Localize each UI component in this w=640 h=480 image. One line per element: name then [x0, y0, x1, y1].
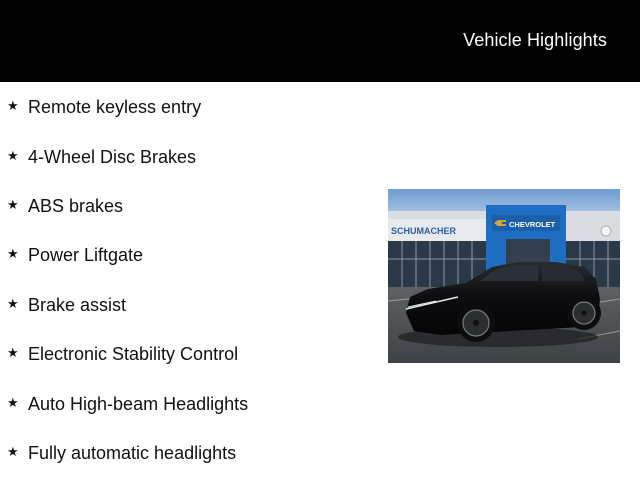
- feature-item: [7, 441, 236, 465]
- feature-item: [7, 392, 248, 416]
- feature-item: [7, 145, 196, 169]
- feature-item: [7, 243, 143, 267]
- feature-item: [7, 293, 126, 317]
- dealer-sign: SCHUMACHER: [391, 226, 456, 236]
- feature-label: ABS brakes: [28, 195, 124, 216]
- feature-item: [7, 194, 123, 218]
- star-icon: ★: [7, 98, 19, 114]
- star-icon: ★: [7, 148, 19, 164]
- dealership-scene: [388, 189, 620, 363]
- feature-item: [7, 95, 201, 119]
- brand-sign: CHEVROLET: [509, 220, 556, 229]
- page-title: Vehicle Highlights: [463, 30, 607, 50]
- feature-item: [7, 342, 238, 366]
- feature-label: Electronic Stability Control: [28, 343, 239, 364]
- feature-label: Remote keyless entry: [28, 96, 202, 117]
- star-icon: ★: [7, 444, 19, 460]
- star-icon: ★: [7, 395, 19, 411]
- feature-label: 4-Wheel Disc Brakes: [28, 146, 197, 167]
- feature-label: Auto High-beam Headlights: [28, 393, 249, 414]
- feature-label: Brake assist: [28, 294, 127, 315]
- star-icon: ★: [7, 197, 19, 213]
- star-icon: ★: [7, 345, 19, 361]
- star-icon: ★: [7, 246, 19, 262]
- star-icon: ★: [7, 296, 19, 312]
- feature-label: Power Liftgate: [28, 244, 144, 265]
- feature-label: Fully automatic headlights: [28, 442, 237, 463]
- vehicle-photo[interactable]: [388, 189, 620, 363]
